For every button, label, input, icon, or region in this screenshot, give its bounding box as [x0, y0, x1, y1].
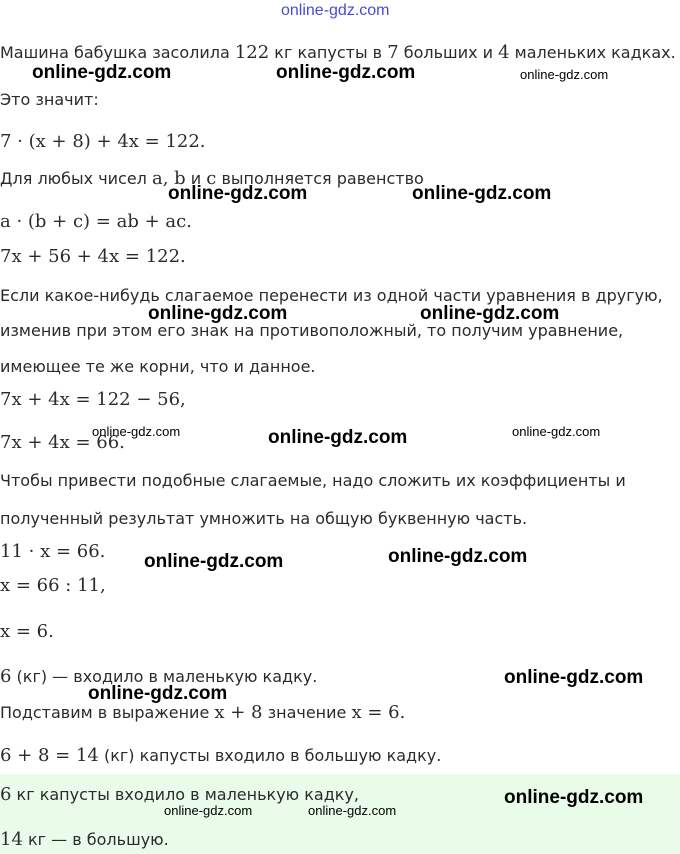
math-expression: 6 + 8 = 14: [0, 745, 99, 766]
math-expression: 14: [0, 829, 23, 850]
text-segment: Для любых чисел: [0, 169, 152, 188]
watermark: online-gdz.com: [388, 546, 528, 567]
math-expression: 122: [234, 42, 270, 63]
text-segment: Подставим в выражение: [0, 703, 215, 722]
watermark: online-gdz.com: [504, 667, 644, 688]
text-segment: кг капусты входило в маленькую кадку,: [11, 785, 359, 804]
text-line: [0, 285, 663, 307]
watermark: online-gdz.com: [32, 62, 172, 83]
equation-line: [0, 621, 54, 643]
math-expression: x + 8: [214, 702, 263, 723]
math-expression: 6: [0, 666, 12, 687]
math-expression: a · (b + c) = ab + ac.: [0, 211, 192, 232]
text-segment: кг капусты в: [269, 43, 388, 62]
text-segment: Чтобы привести подобные слагаемые, надо сложить их коэффициенты и: [0, 471, 626, 490]
text-segment: Если какое-нибудь слагаемое перенести из одной части уравнения в другую,: [0, 286, 663, 305]
math-expression: 6: [0, 784, 12, 805]
watermark: online-gdz.com: [504, 787, 644, 808]
watermark: online-gdz.com: [88, 683, 228, 704]
text-line: [0, 702, 405, 724]
equation-line: [0, 389, 186, 411]
watermark: online-gdz.com: [268, 427, 408, 448]
text-segment: выполняется равенство: [216, 169, 424, 188]
text-segment: имеющее те же корни, что и данное.: [0, 357, 316, 376]
equation-line: [0, 575, 106, 597]
watermark: online-gdz.com: [144, 551, 284, 572]
math-expression: c: [206, 168, 217, 189]
watermark: online-gdz.com: [168, 183, 308, 204]
watermark: online-gdz.com: [308, 803, 397, 818]
text-segment: полученный результат умножить на общую буквенную часть.: [0, 509, 528, 528]
text-segment: (кг) — входило в маленькую кадку.: [11, 667, 318, 686]
text-line: [0, 745, 441, 767]
text-line: [0, 508, 527, 530]
text-line: [0, 356, 316, 378]
text-segment: изменив при этом его знак на противоположный, то получим уравнение,: [0, 321, 624, 340]
math-expression: 11 · x = 66.: [0, 541, 106, 562]
math-expression: a, b: [152, 168, 186, 189]
equation-line: [0, 246, 186, 268]
math-expression: x = 66 : 11,: [0, 575, 106, 596]
text-segment: кг — в большую.: [22, 830, 169, 849]
text-line: [0, 89, 99, 111]
math-expression: 7: [387, 42, 399, 63]
equation-line: [0, 131, 206, 153]
text-segment: Это значит:: [0, 90, 99, 109]
math-expression: 7x + 4x = 122 − 56,: [0, 389, 186, 410]
watermark: online-gdz.com: [520, 67, 609, 82]
math-expression: 7 · (x + 8) + 4x = 122.: [0, 131, 206, 152]
text-segment: (кг) капусты входило в большую кадку.: [98, 746, 442, 765]
math-expression: x = 6.: [0, 621, 54, 642]
watermark: online-gdz.com: [92, 424, 181, 439]
problem-statement: [0, 42, 676, 64]
watermark: online-gdz.com: [512, 424, 601, 439]
watermark: online-gdz.com: [276, 62, 416, 83]
watermark: online-gdz.com: [148, 303, 288, 324]
answer-line: [0, 829, 169, 851]
text-segment: и: [185, 169, 207, 188]
watermark: online-gdz.com: [420, 303, 560, 324]
math-expression: 7x + 56 + 4x = 122.: [0, 246, 186, 267]
watermark: online-gdz.com: [164, 803, 253, 818]
text-segment: маленьких кадках.: [509, 43, 676, 62]
math-expression: 7x + 4x = 66.: [0, 432, 125, 453]
text-segment: значение: [262, 703, 352, 722]
equation-line: [0, 541, 105, 563]
watermark: online-gdz.com: [412, 183, 552, 204]
text-segment: больших и: [398, 43, 499, 62]
equation-line: [0, 211, 192, 233]
math-expression: x = 6.: [351, 702, 406, 723]
site-header-link[interactable]: online-gdz.com: [281, 2, 390, 19]
text-segment: Машина бабушка засолила: [0, 43, 235, 62]
text-line: [0, 470, 626, 492]
math-expression: 4: [498, 42, 510, 63]
